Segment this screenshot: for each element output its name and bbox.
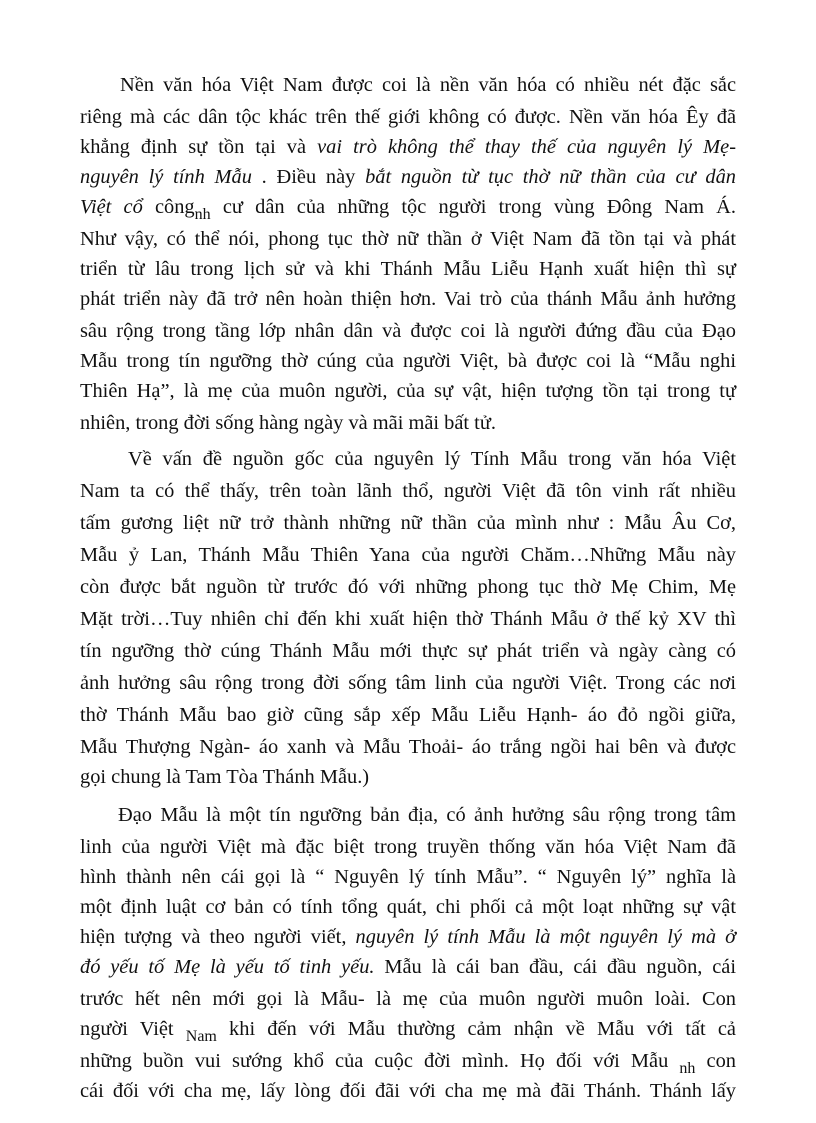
text-line: sâu rộng trong tầng lớp nhân dân và được coi là người đứng đầu của Đạo	[80, 320, 736, 342]
text-line: Mẫu ỷ Lan, Thánh Mẫu Thiên Yana của người Chăm…Những Mẫu này	[80, 544, 736, 566]
italic-text-run: bắt nguồn từ tục thờ nữ thần của cư dân	[365, 166, 736, 188]
text-line	[80, 922, 736, 952]
text-line: Về vấn đề nguồn gốc của nguyên lý Tính Mẫu trong văn hóa Việt	[128, 448, 736, 470]
text-line: gọi chung là Tam Tòa Thánh Mẫu.)	[80, 766, 370, 788]
text-run: khi đến với Mẫu thường cảm nhận về Mẫu với tất cả	[216, 1018, 736, 1040]
text-line: Mẫu Thượng Ngàn- áo xanh và Mẫu Thoải- áo trắng ngồi hai bên và được	[80, 736, 736, 758]
text-line: Nam ta có thể thấy, trên toàn lãnh thổ, người Việt đã tôn vinh rất nhiều	[80, 480, 736, 502]
text-line: Thiên Hạ”, là mẹ của muôn người, của sự vật, hiện tượng tồn tại trong tự	[80, 380, 736, 402]
text-run: hiện tượng và theo người viết,	[80, 926, 356, 948]
text-run: khẳng định sự tồn tại và	[80, 136, 318, 158]
text-run: công	[142, 196, 195, 218]
text-line: phát triển này đã trở nên hoàn thiện hơn. Vai trò của thánh Mẫu ảnh hưởng	[80, 288, 736, 310]
text-run: những buồn vui sướng khổ của cuộc đời mình. Họ đối với Mẫu	[80, 1050, 680, 1072]
text-line: Mặt trời…Tuy nhiên chỉ đến khi xuất hiện thờ Thánh Mẫu ở thế kỷ XV thì	[80, 608, 736, 630]
text-line: Như vậy, có thể nói, phong tục thờ nữ thần ở Việt Nam đã tồn tại và phát	[80, 228, 736, 250]
text-line: trước hết nên mới gọi là Mẫu- là mẹ của muôn người muôn loài. Con	[80, 988, 736, 1010]
text-run: con	[695, 1050, 736, 1072]
text-line: triển từ lâu trong lịch sử và khi Thánh Mẫu Liễu Hạnh xuất hiện thì sự	[80, 258, 736, 280]
italic-text-run: đó yếu tố Mẹ là yếu tố tinh yếu.	[80, 956, 375, 978]
italic-text-run: nguyên lý tính Mẫu	[80, 166, 252, 188]
text-line	[80, 162, 736, 192]
text-line	[80, 1046, 736, 1076]
subscript-text-run: nh	[679, 1060, 696, 1077]
text-line	[80, 952, 736, 982]
italic-text-run: Việt cổ	[80, 196, 143, 218]
subscript-text-run: Nam	[185, 1028, 217, 1045]
text-line: tín ngưỡng thờ cúng Thánh Mẫu mới thực sự phát triển và ngày càng có	[80, 640, 736, 662]
text-line: Đạo Mẫu là một tín ngưỡng bản địa, có ảnh hưởng sâu rộng trong tâm	[118, 804, 736, 826]
italic-text-run: nguyên lý tính Mẫu là một nguyên lý mà ở	[355, 926, 736, 948]
text-line: nhiên, trong đời sống hàng ngày và mãi mãi bất tử.	[80, 412, 496, 434]
text-run: người Việt	[80, 1018, 186, 1040]
text-line: một định luật cơ bản có tính tổng quát, chi phối cả một loạt những sự vật	[80, 896, 736, 918]
text-line: hình thành nên cái gọi là “ Nguyên lý tính Mẫu”. “ Nguyên lý” nghĩa là	[80, 866, 736, 888]
text-line	[80, 132, 736, 162]
italic-text-run: vai trò không thể thay thế của nguyên lý Mẹ-	[317, 136, 736, 158]
text-run: Mẫu là cái ban đầu, cái đầu nguồn, cái	[374, 956, 737, 978]
text-line: còn được bắt nguồn từ trước đó với những phong tục thờ Mẹ Chim, Mẹ	[80, 576, 736, 598]
text-line: Nền văn hóa Việt Nam được coi là nền văn hóa có nhiều nét đặc sắc	[120, 74, 736, 96]
subscript-text-run: nh	[194, 206, 211, 223]
text-line: riêng mà các dân tộc khác trên thế giới không có được. Nền văn hóa Êy đã	[80, 106, 736, 128]
text-line: tấm gương liệt nữ trở thành những nữ thần của mình như : Mẫu Âu Cơ,	[80, 512, 736, 534]
text-line: linh của người Việt mà đặc biệt trong truyền thống văn hóa Việt Nam đã	[80, 836, 736, 858]
text-run: cư dân của những tộc người trong vùng Đông Nam Á.	[210, 196, 737, 218]
text-line: ảnh hưởng sâu rộng trong đời sống tâm linh của người Việt. Trong các nơi	[80, 672, 736, 694]
text-line: cái đối với cha mẹ, lấy lòng đối đãi với cha mẹ mà đãi Thánh. Thánh lấy	[80, 1080, 736, 1102]
text-line	[80, 192, 736, 222]
text-line: Mẫu trong tín ngưỡng thờ cúng của người Việt, bà được coi là “Mẫu nghi	[80, 350, 736, 372]
text-run: . Điều này	[251, 166, 366, 188]
text-line	[80, 1014, 736, 1044]
text-line: thờ Thánh Mẫu bao giờ cũng sắp xếp Mẫu Liễu Hạnh- áo đỏ ngồi giữa,	[80, 704, 736, 726]
